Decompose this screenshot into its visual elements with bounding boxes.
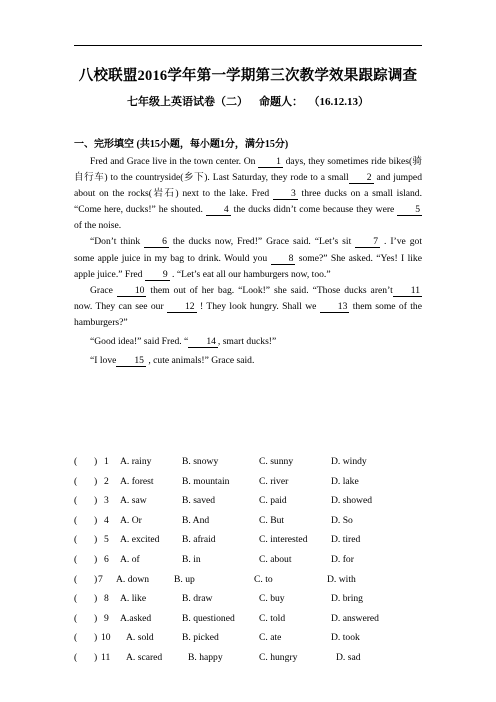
option-a: A. Or — [120, 514, 142, 526]
passage-text: Fred and Grace live in the town center. On — [90, 156, 259, 167]
answer-options — [74, 456, 434, 672]
passage-text: and jumped about on the rocks(岩石) next to the lake. Fred — [74, 172, 422, 200]
passage-paragraph-2 — [74, 234, 422, 282]
option-c: C. But — [259, 514, 285, 526]
question-number: 10 — [101, 632, 111, 644]
question-number: 2 — [104, 475, 109, 487]
passage-text: , smart ducks!” — [217, 336, 277, 348]
option-b: B. saved — [182, 495, 216, 507]
blank-8: 8 — [271, 253, 296, 265]
option-c: C. about — [259, 553, 292, 565]
passage-text: “Don’t think — [90, 236, 145, 248]
option-b: B. in — [182, 553, 201, 565]
answer-paren-open[interactable]: ( — [74, 514, 78, 526]
option-d: D. took — [331, 632, 360, 644]
exam-title: 八校联盟2016学年第一学期第三次教学效果跟踪调查 — [78, 68, 418, 84]
question-number: 4 — [104, 514, 109, 526]
answer-paren-close: ) — [94, 593, 98, 605]
option-c: C. told — [259, 612, 286, 624]
answer-paren-close: ) — [94, 632, 98, 644]
option-b: B. picked — [182, 632, 219, 644]
option-row — [74, 495, 434, 515]
option-d: D. tired — [331, 534, 361, 546]
answer-paren-open[interactable]: ( — [74, 534, 78, 546]
header-rule — [74, 45, 422, 46]
passage-text: “Good idea!” said Fred. “ — [90, 336, 189, 348]
option-d: D. for — [331, 553, 354, 565]
passage-text: now. They can see our — [74, 300, 167, 312]
passage-text: three ducks on a small island. “Come here, ducks!” he shouted. — [74, 188, 423, 216]
answer-paren-close: ) — [94, 573, 98, 585]
section-heading: 一、完形填空 (共15小题，每小题1分，满分15分) — [74, 139, 289, 150]
answer-paren-open[interactable]: ( — [74, 573, 78, 585]
question-number: 9 — [104, 612, 109, 624]
answer-paren-close: ) — [94, 553, 98, 565]
option-d: D. answered — [331, 612, 379, 624]
option-d: D. sad — [336, 651, 361, 663]
blank-13: 13 — [320, 301, 350, 313]
option-b: B. snowy — [182, 456, 219, 467]
option-a: A. like — [120, 593, 147, 605]
option-d: D. showed — [331, 495, 373, 507]
option-row — [74, 456, 434, 476]
question-number: 8 — [104, 593, 109, 605]
option-a: A. forest — [120, 475, 154, 487]
option-c: C. buy — [259, 593, 285, 605]
blank-3: 3 — [273, 188, 298, 200]
answer-paren-close: ) — [94, 651, 98, 663]
option-a: A. scared — [126, 651, 163, 663]
option-a: A.asked — [120, 612, 152, 624]
blank-14: 14 — [188, 336, 218, 348]
option-c: C. sunny — [259, 456, 294, 467]
blank-7: 7 — [355, 236, 380, 248]
blank-5: 5 — [397, 204, 422, 216]
passage-text: , cute animals!” Grace said. — [145, 355, 255, 367]
option-row — [74, 593, 434, 613]
option-c: C. river — [259, 475, 289, 487]
answer-paren-close: ) — [94, 456, 98, 467]
answer-paren-open[interactable]: ( — [74, 456, 78, 467]
answer-paren-open[interactable]: ( — [74, 612, 78, 624]
blank-15: 15 — [116, 355, 146, 367]
option-c: C. hungry — [259, 651, 298, 663]
option-b: B. mountain — [182, 475, 230, 487]
blank-6: 6 — [144, 236, 169, 248]
exam-subtitle — [0, 93, 496, 109]
passage-text: ! They look hungry. Shall we — [196, 300, 320, 312]
option-a: A. of — [120, 553, 140, 565]
passage-paragraph-4 — [74, 334, 422, 350]
passage-text: . “Let’s eat all our hamburgers now, too.” — [169, 268, 331, 280]
question-number: 5 — [104, 534, 109, 546]
blank-11: 11 — [393, 285, 422, 297]
option-row — [74, 476, 434, 496]
option-a: A. saw — [120, 495, 147, 507]
option-row — [74, 613, 434, 633]
answer-paren-open[interactable]: ( — [74, 495, 78, 507]
answer-paren-close: ) — [94, 475, 98, 487]
option-b: B. happy — [188, 651, 223, 663]
exam-subtitle-text: 七年级上英语试卷（二） 命题人： （16.12.13） — [127, 96, 369, 108]
passage-paragraph-3 — [74, 283, 422, 331]
option-a: A. sold — [126, 632, 154, 644]
answer-paren-close: ) — [94, 514, 98, 526]
option-c: C. paid — [259, 495, 287, 507]
option-c: C. ate — [259, 632, 282, 644]
answer-paren-close: ) — [94, 612, 98, 624]
passage-text: days, they sometimes ride bikes(骑自行车) to the countryside(乡下). Last Saturday, they rode to a small — [74, 156, 423, 184]
answer-paren-close: ) — [94, 534, 98, 546]
option-row — [74, 515, 434, 535]
option-d: D. lake — [331, 475, 359, 487]
passage-text: the ducks didn’t come because they were — [230, 204, 398, 216]
option-b: B. questioned — [182, 612, 235, 624]
question-number: 7 — [98, 573, 103, 585]
option-b: B. up — [174, 573, 195, 585]
option-row — [74, 534, 434, 554]
passage-text: Grace — [90, 284, 117, 296]
passage-text: . I’ve got some apple juice in my bag to drink. Would you — [74, 236, 422, 264]
option-a: A. rainy — [120, 456, 152, 467]
option-a: A. excited — [120, 534, 160, 546]
question-number: 3 — [104, 495, 109, 507]
question-number: 11 — [101, 651, 111, 663]
answer-paren-open[interactable]: ( — [74, 651, 78, 663]
option-c: C. interested — [259, 534, 308, 546]
option-b: B. draw — [182, 593, 213, 605]
blank-4: 4 — [206, 204, 231, 216]
blank-12: 12 — [167, 301, 197, 313]
passage-text: of the noise. — [74, 220, 122, 232]
option-b: B. And — [182, 514, 210, 526]
option-d: D. windy — [331, 456, 367, 467]
passage-text: them out of her bag. “Look!” she said. “Those ducks aren’t — [146, 284, 393, 296]
option-row — [74, 632, 434, 652]
blank-1: 1 — [258, 156, 283, 168]
blank-9: 9 — [145, 269, 170, 281]
option-row — [74, 554, 434, 574]
blank-2: 2 — [349, 172, 374, 184]
option-a: A. down — [116, 573, 150, 585]
passage-paragraph-1 — [74, 154, 422, 234]
option-d: D. bring — [331, 593, 363, 605]
answer-paren-open[interactable]: ( — [74, 553, 78, 565]
passage-text: them some of the hamburgers?” — [74, 300, 422, 328]
option-row — [74, 574, 434, 594]
passage-paragraph-5 — [74, 353, 422, 369]
answer-paren-close: ) — [94, 495, 98, 507]
question-number: 6 — [104, 553, 109, 565]
option-d: D. with — [327, 573, 356, 585]
option-row — [74, 652, 434, 672]
answer-paren-open[interactable]: ( — [74, 632, 78, 644]
passage-text: the ducks now, Fred!” Grace said. “Let’s sit — [168, 236, 356, 248]
passage-text: some?” She asked. “Yes! I like apple juice.” Fred — [74, 252, 422, 280]
answer-paren-open[interactable]: ( — [74, 593, 78, 605]
answer-paren-open[interactable]: ( — [74, 475, 78, 487]
option-c: C. to — [254, 573, 273, 585]
question-number: 1 — [104, 456, 109, 467]
blank-10: 10 — [117, 285, 147, 297]
option-b: B. afraid — [182, 534, 216, 546]
passage-text: “I love — [90, 355, 117, 367]
cloze-passage — [74, 154, 422, 369]
option-d: D. So — [331, 514, 353, 526]
